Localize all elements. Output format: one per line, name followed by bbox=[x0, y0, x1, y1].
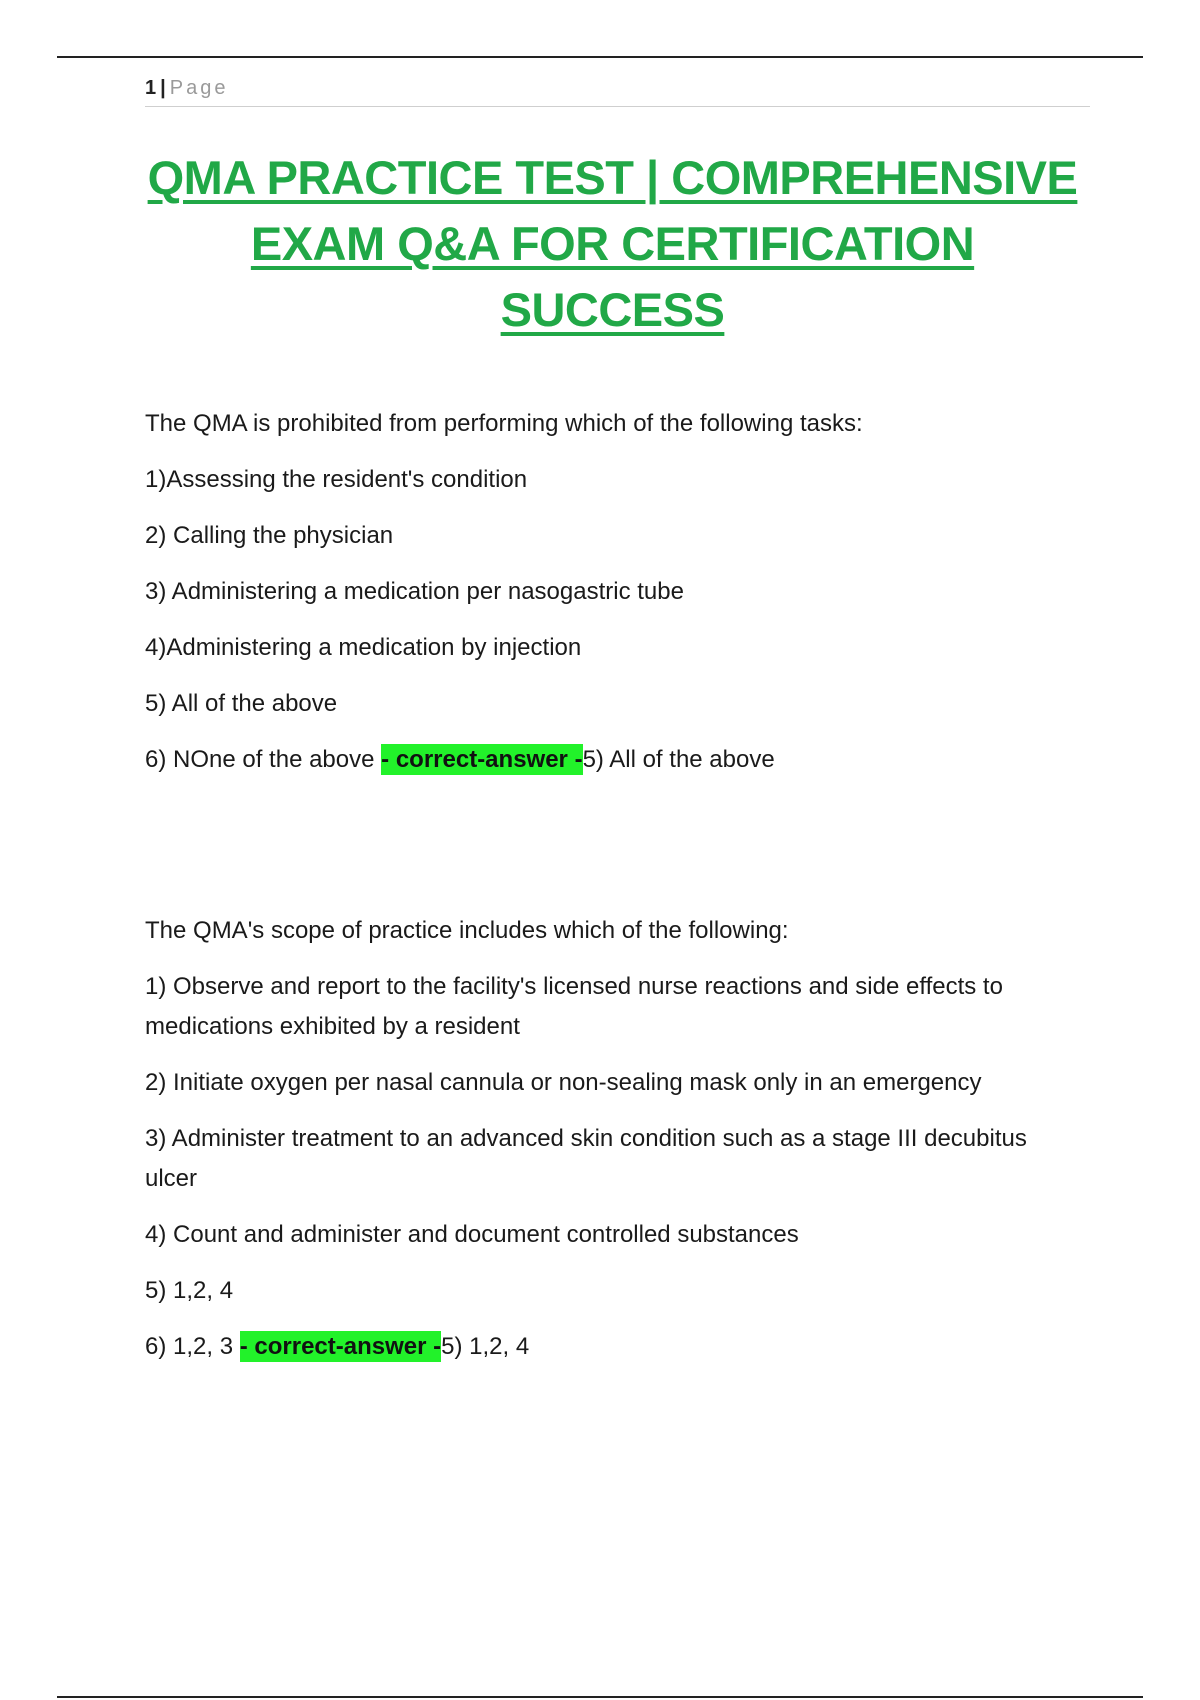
answer-option: 2) Initiate oxygen per nasal cannula or non-sealing mask only in an emergency bbox=[145, 1069, 982, 1096]
answer-option: 6) 1,2, 3 bbox=[145, 1333, 240, 1360]
title-line-1: QMA PRACTICE TEST | COMPREHENSIVE bbox=[147, 151, 1078, 204]
page-label: Page bbox=[169, 77, 229, 99]
answer-option: 6) NOne of the above bbox=[145, 746, 382, 773]
answer-option: 3) Administer treatment to an advanced skin condition such as a stage III decubitus ulcer bbox=[145, 1125, 1027, 1192]
correct-answer-text: 5) All of the above bbox=[582, 746, 775, 773]
correct-answer-text: 5) 1,2, 4 bbox=[441, 1333, 530, 1360]
bottom-rule bbox=[57, 1696, 1143, 1698]
answer-option: 2) Calling the physician bbox=[145, 522, 394, 549]
title-line-2: EXAM Q&A FOR CERTIFICATION SUCCESS bbox=[250, 217, 975, 336]
answer-option: 3) Administering a medication per nasogastric tube bbox=[145, 578, 684, 605]
page-number: 1 bbox=[145, 77, 157, 99]
question-text: The QMA is prohibited from performing which of the following tasks: bbox=[145, 410, 863, 437]
answer-option-with-key bbox=[145, 740, 1085, 780]
answer-option: 5) 1,2, 4 bbox=[145, 1277, 234, 1304]
answer-option: 4) Count and administer and document controlled substances bbox=[145, 1221, 799, 1248]
page-separator: | bbox=[160, 77, 166, 99]
top-rule bbox=[57, 56, 1143, 58]
question-text: The QMA's scope of practice includes which of the following: bbox=[145, 917, 789, 944]
answer-option: 1) Observe and report to the facility's licensed nurse reactions and side effects to medications exhibited by a resident bbox=[145, 973, 1003, 1040]
question-block-2 bbox=[145, 911, 1085, 1383]
answer-option-with-key bbox=[145, 1327, 1085, 1367]
answer-option: 5) All of the above bbox=[145, 690, 338, 717]
question-block-1 bbox=[145, 404, 1085, 796]
page-header bbox=[145, 74, 1090, 107]
correct-answer-marker: - correct-answer - bbox=[239, 1333, 442, 1360]
correct-answer-marker: - correct-answer - bbox=[381, 746, 583, 773]
document-title bbox=[140, 145, 1085, 343]
answer-option: 1)Assessing the resident's condition bbox=[145, 466, 528, 493]
answer-option: 4)Administering a medication by injection bbox=[145, 634, 582, 661]
